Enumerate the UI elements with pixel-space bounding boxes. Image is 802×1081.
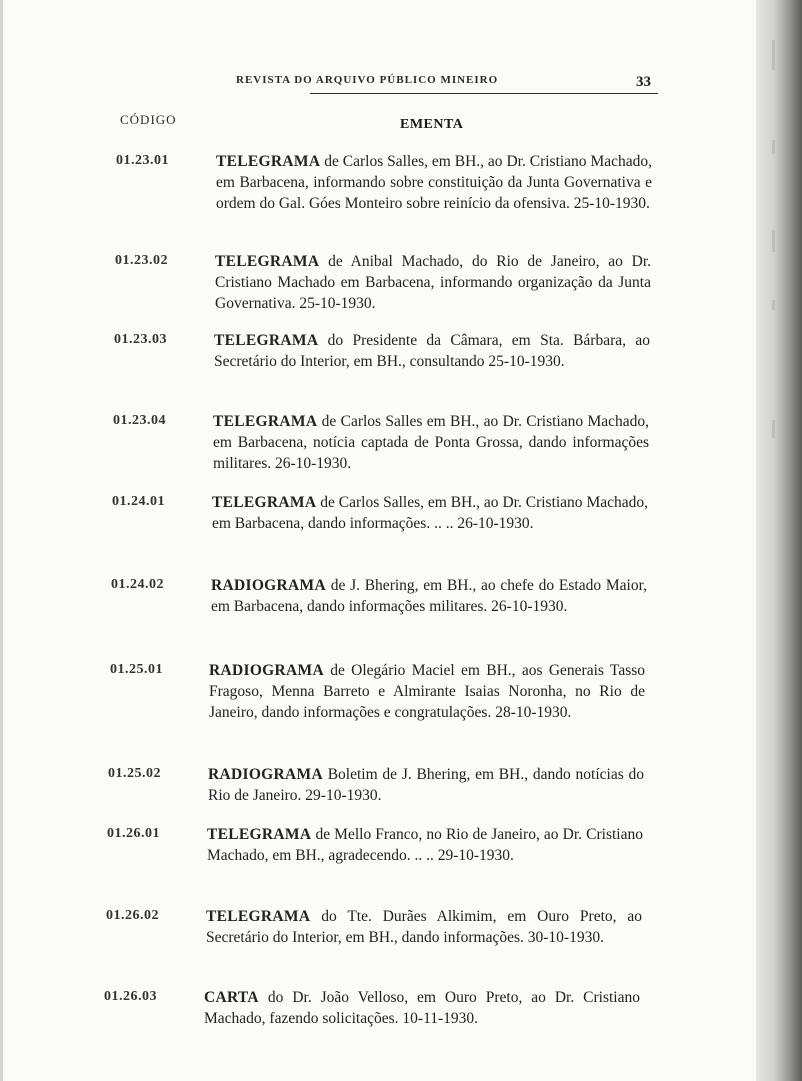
- entry-kind: TELEGRAMA: [206, 908, 311, 925]
- entry-code: 01.23.01: [116, 153, 169, 168]
- entry-code: 01.26.02: [106, 908, 159, 923]
- entry-description: de Mello Franco, no Rio de Janeiro, ao Dr. Cristiano Machado, em BH., agradecendo. .. .. 29-10-1930.: [207, 826, 643, 864]
- entry-kind: CARTA: [204, 989, 259, 1006]
- entry-code: 01.23.04: [113, 413, 166, 428]
- page-left-edge: [0, 0, 3, 1081]
- page-binding-shadow: [756, 0, 802, 1081]
- entry-code: 01.26.03: [104, 989, 157, 1004]
- entry-text: [208, 764, 644, 806]
- entry-kind: TELEGRAMA: [213, 413, 318, 430]
- entry-text: [206, 906, 642, 948]
- entry-text: [204, 987, 640, 1029]
- page-number: 33: [636, 74, 651, 90]
- entry-description: Boletim de J. Bhering, em BH., dando notícias do Rio de Janeiro. 29-10-1930.: [208, 766, 644, 804]
- entry-kind: RADIOGRAMA: [211, 577, 326, 594]
- entry-description: do Presidente da Câmara, em Sta. Bárbara, ao Secretário do Interior, em BH., consultando 25-10-1930.: [214, 332, 650, 370]
- entry-text: [207, 824, 643, 866]
- entry-code: 01.23.02: [115, 253, 168, 268]
- entry-text: [214, 330, 650, 372]
- entry-code: 01.26.01: [107, 826, 160, 841]
- entry-text: [212, 492, 648, 534]
- entry-text: [215, 251, 651, 314]
- entry-kind: TELEGRAMA: [207, 826, 312, 843]
- entry-description: de Carlos Salles, em BH., ao Dr. Cristiano Machado, em Barbacena, dando informações. .. .. 26-10-1930.: [212, 494, 648, 532]
- entry-code: 01.25.01: [110, 662, 163, 677]
- entry-code: 01.25.02: [108, 766, 161, 781]
- entry-description: de Olegário Maciel em BH., aos Generais Tasso Fragoso, Menna Barreto e Almirante Isaias Noronha, no Rio de Janeiro, dando informações e congratulações. 28-10-1930.: [209, 662, 646, 721]
- entry-text: [216, 151, 652, 214]
- entry-kind: TELEGRAMA: [215, 253, 320, 270]
- entry-description: de Anibal Machado, do Rio de Janeiro, ao Dr. Cristiano Machado em Barbacena, informando organização da Junta Governativa. 25-10-1930.: [215, 253, 652, 312]
- entry-kind: RADIOGRAMA: [209, 662, 324, 679]
- entry-code: 01.23.03: [114, 332, 167, 347]
- header-rule: [310, 93, 658, 94]
- entry-kind: TELEGRAMA: [216, 153, 321, 170]
- entry-description: de Carlos Salles em BH., ao Dr. Cristiano Machado, em Barbacena, notícia captada de Ponta Grossa, dando informações militares. 26-10-1930.: [213, 413, 649, 472]
- running-title: REVISTA DO ARQUIVO PÚBLICO MINEIRO: [236, 74, 499, 86]
- column-header-code: CÓDIGO: [120, 112, 177, 127]
- column-header-ementa: EMENTA: [400, 117, 464, 132]
- entry-kind: RADIOGRAMA: [208, 766, 323, 783]
- entry-description: do Tte. Durães Alkimim, em Ouro Preto, ao Secretário do Interior, em BH., dando informações. 30-10-1930.: [206, 908, 643, 946]
- entry-text: [209, 660, 645, 723]
- entry-description: de J. Bhering, em BH., ao chefe do Estado Maior, em Barbacena, dando informações militares. 26-10-1930.: [211, 577, 647, 615]
- entry-text: [213, 411, 649, 474]
- entry-description: do Dr. João Velloso, em Ouro Preto, ao Dr. Cristiano Machado, fazendo solicitações. 10-11-1930.: [204, 989, 640, 1027]
- entry-description: de Carlos Salles, em BH., ao Dr. Cristiano Machado, em Barbacena, informando sobre constituição da Junta Governativa e ordem do Gal. Góes Monteiro sobre reinício da ofensiva. 25-10-1930.: [216, 153, 652, 212]
- entry-text: [211, 575, 647, 617]
- entry-code: 01.24.02: [111, 577, 164, 592]
- entry-code: 01.24.01: [112, 494, 165, 509]
- entry-kind: TELEGRAMA: [214, 332, 319, 349]
- entry-kind: TELEGRAMA: [212, 494, 317, 511]
